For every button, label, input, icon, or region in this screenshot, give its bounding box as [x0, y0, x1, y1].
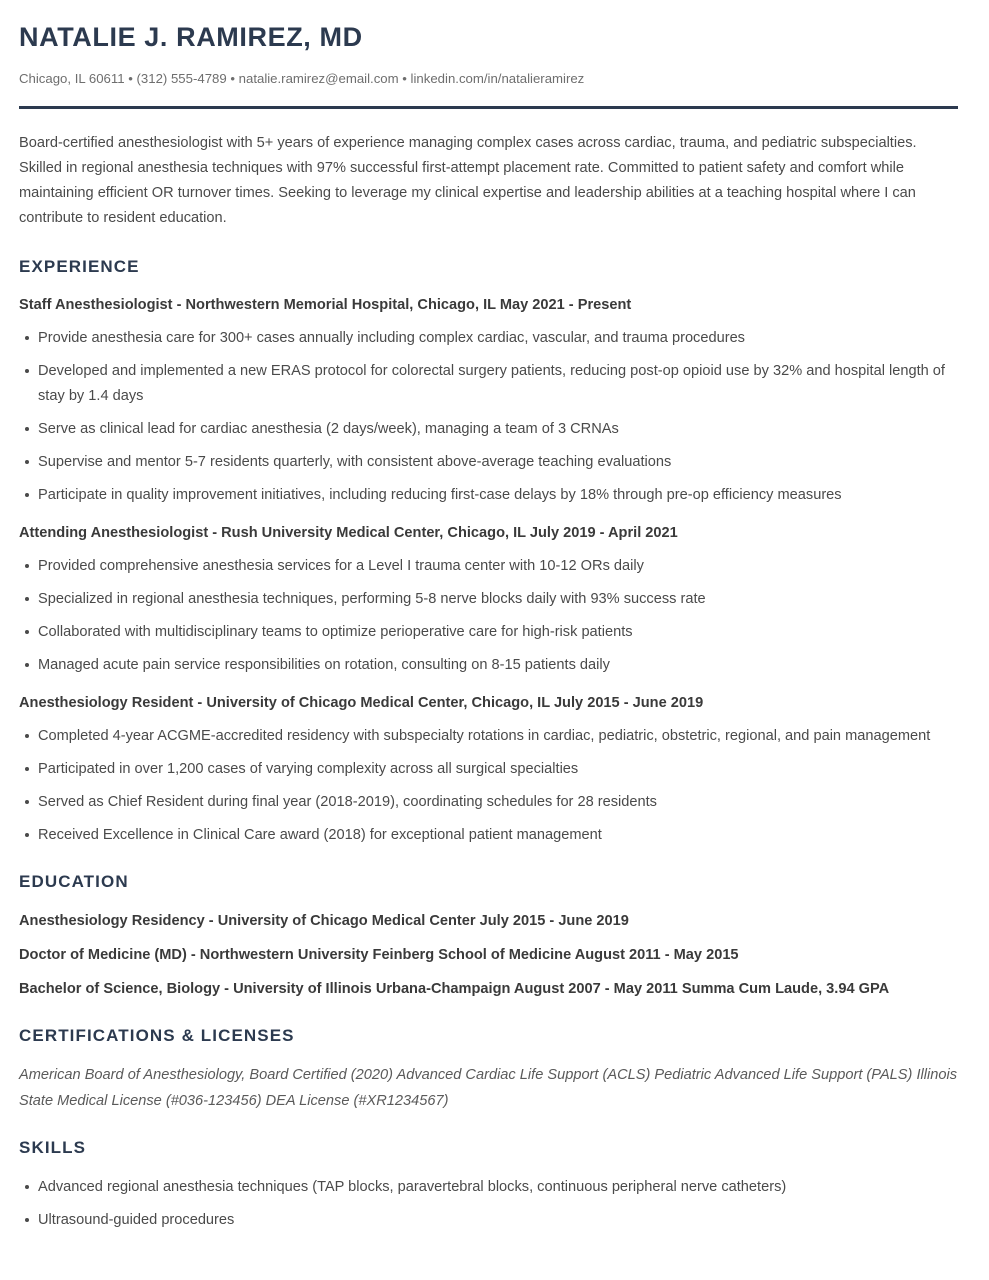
education-entry: Anesthesiology Residency - University of Chicago Medical Center July 2015 - June 2019 — [19, 913, 629, 930]
list-item: Developed and implemented a new ERAS protocol for colorectal surgery patients, reducing post-op opioid use by 32% and hospital length of stay by 1.4 days — [19, 359, 958, 409]
list-item: Participated in over 1,200 cases of varying complexity across all surgical specialties — [19, 757, 958, 782]
list-item: Specialized in regional anesthesia techniques, performing 5-8 nerve blocks daily with 93% success rate — [19, 587, 958, 612]
list-item: Managed acute pain service responsibilities on rotation, consulting on 8-15 patients daily — [19, 653, 958, 678]
experience-entry — [19, 522, 958, 678]
professional-summary: Board-certified anesthesiologist with 5+ years of experience managing complex cases across cardiac, trauma, and pediatric subspecialties. Skilled in regional anesthesia techniques with 97% successful first-attempt placement rate. Committed to patient safety and comfort while maintaining efficient OR turnover times. Seeking to leverage my clinical expertise and leadership abilities at a teaching hospital where I can contribute to resident education. — [19, 134, 917, 226]
skills-bullet-list — [19, 1175, 958, 1233]
list-item: Provided comprehensive anesthesia services for a Level I trauma center with 10-12 ORs daily — [19, 554, 958, 579]
list-item: Supervise and mentor 5-7 residents quarterly, with consistent above-average teaching evaluations — [19, 450, 958, 475]
list-item: Received Excellence in Clinical Care award (2018) for exceptional patient management — [19, 823, 958, 848]
section-skills — [19, 1138, 958, 1233]
section-title-skills: SKILLS — [19, 1137, 87, 1157]
header-divider — [19, 106, 958, 109]
experience-entry-heading: Attending Anesthesiologist - Rush University Medical Center, Chicago, IL July 2019 - April 2021 — [19, 525, 678, 542]
list-item: Advanced regional anesthesia techniques (TAP blocks, paravertebral blocks, continuous peripheral nerve catheters) — [19, 1175, 958, 1200]
list-item: Served as Chief Resident during final year (2018-2019), coordinating schedules for 28 residents — [19, 790, 958, 815]
list-item: Ultrasound-guided procedures — [19, 1208, 958, 1233]
experience-bullet-list — [19, 724, 958, 848]
experience-bullet-list — [19, 554, 958, 678]
section-title-experience: EXPERIENCE — [19, 256, 140, 276]
section-education — [19, 872, 958, 1002]
list-item: Completed 4-year ACGME-accredited residency with subspecialty rotations in cardiac, pediatric, obstetric, regional, and pain management — [19, 724, 958, 749]
list-item: Provide anesthesia care for 300+ cases annually including complex cardiac, vascular, and trauma procedures — [19, 326, 958, 351]
section-title-education: EDUCATION — [19, 872, 129, 892]
section-certifications — [19, 1026, 958, 1113]
education-entry: Doctor of Medicine (MD) - Northwestern University Feinberg School of Medicine August 2011 - May 2015 — [19, 947, 739, 964]
section-title-certifications: CERTIFICATIONS & LICENSES — [19, 1026, 295, 1046]
experience-entry-heading: Staff Anesthesiologist - Northwestern Memorial Hospital, Chicago, IL May 2021 - Present — [19, 296, 632, 313]
page-title: NATALIE J. RAMIREZ, MD — [19, 22, 363, 52]
experience-entry-heading: Anesthesiology Resident - University of Chicago Medical Center, Chicago, IL July 2015 - June 2019 — [19, 695, 704, 712]
certifications-text: American Board of Anesthesiology, Board Certified (2020) Advanced Cardiac Life Support (ACLS) Pediatric Advanced Life Support (PALS) Illinois State Medical License (#036-123456) DEA License (#XR1234567) — [19, 1067, 957, 1109]
contact-line: Chicago, IL 60611 • (312) 555-4789 • natalie.ramirez@email.com • linkedin.com/in/natalieramirez — [19, 71, 585, 87]
list-item: Collaborated with multidisciplinary teams to optimize perioperative care for high-risk patients — [19, 620, 958, 645]
list-item: Participate in quality improvement initiatives, including reducing first-case delays by 18% through pre-op efficiency measures — [19, 483, 958, 508]
education-entry: Bachelor of Science, Biology - University of Illinois Urbana-Champaign August 2007 - May 2011 Summa Cum Laude, 3.94 GPA — [19, 981, 890, 998]
list-item: Serve as clinical lead for cardiac anesthesia (2 days/week), managing a team of 3 CRNAs — [19, 417, 958, 442]
experience-entry — [19, 294, 958, 508]
section-experience — [19, 257, 958, 848]
experience-bullet-list — [19, 326, 958, 509]
experience-entry — [19, 692, 958, 848]
